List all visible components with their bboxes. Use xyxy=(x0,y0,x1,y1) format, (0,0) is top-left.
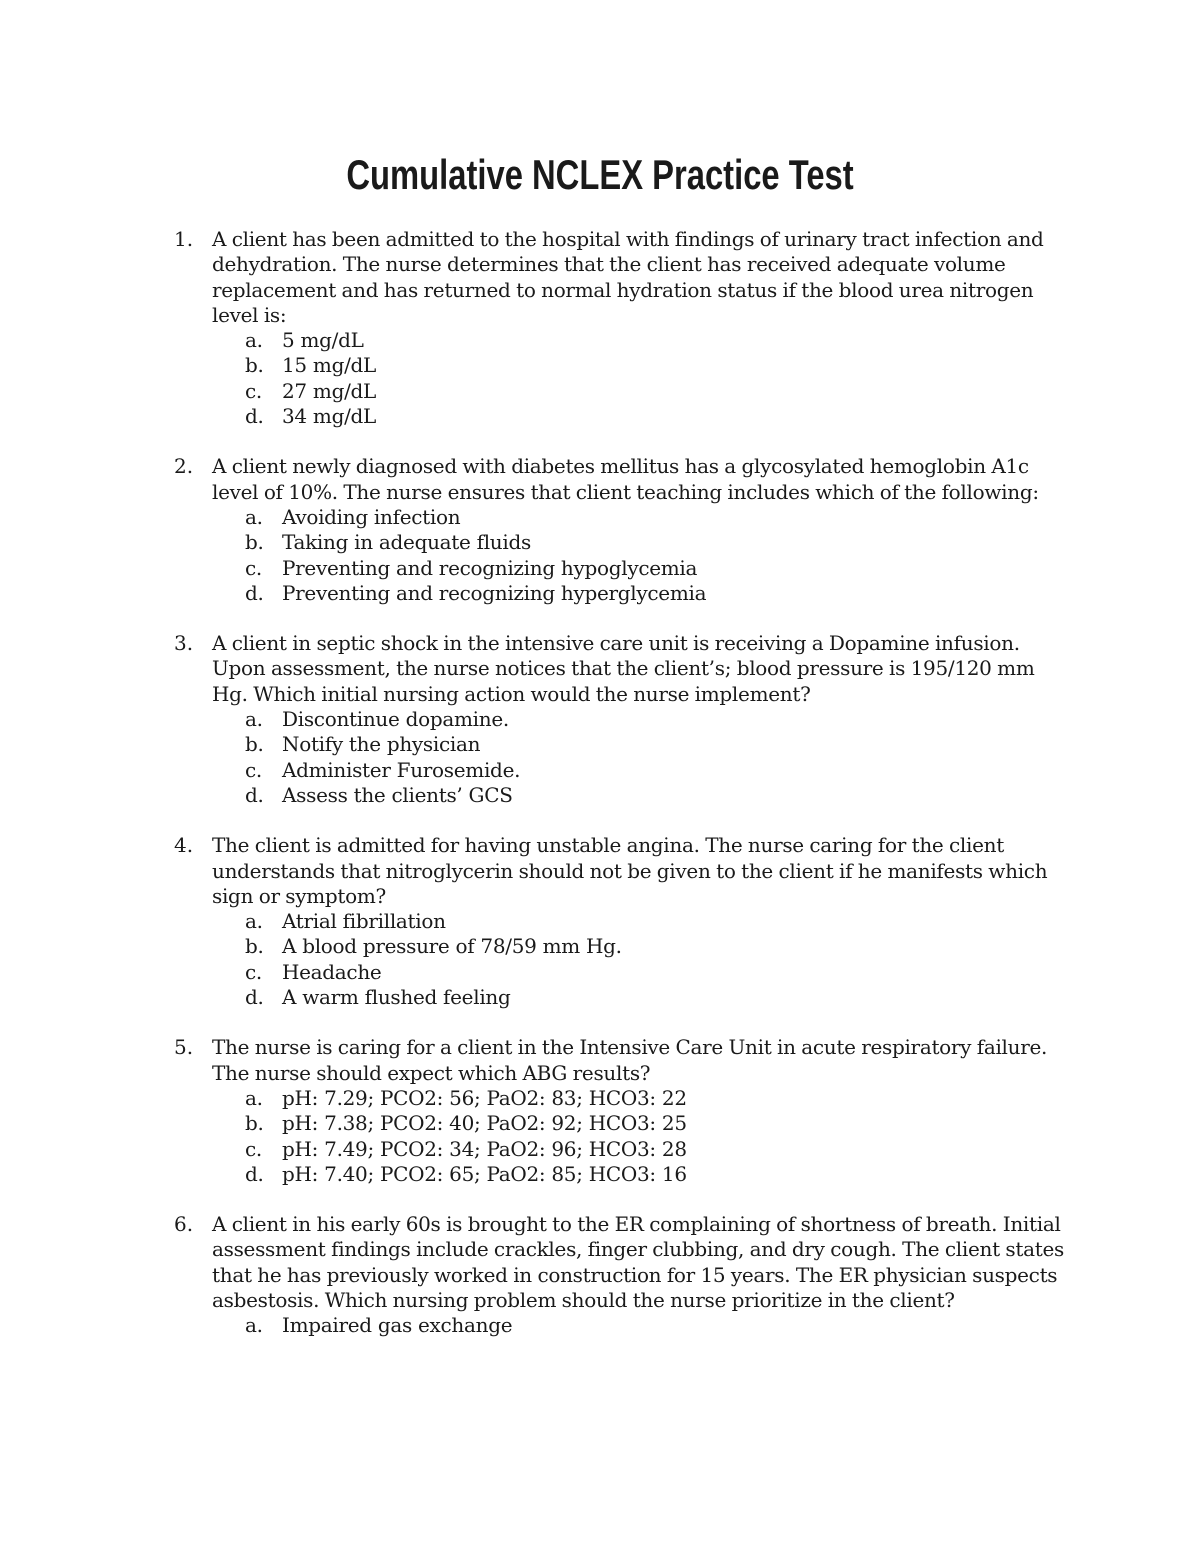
question-number: 6. xyxy=(174,1212,194,1237)
question-list xyxy=(0,227,1200,1364)
question-text: A client in septic shock in the intensive care unit is receiving a Dopamine infusion. Upon assessment, the nurse notices that the client’s; blood pressure is 195/120 mm Hg. Which initial nursing action would the nurse implement? xyxy=(212,631,1035,706)
answer-option xyxy=(212,1086,1072,1111)
option-letter: b. xyxy=(245,530,264,555)
option-text: Assess the clients’ GCS xyxy=(282,782,513,807)
answer-option xyxy=(212,404,1072,429)
question xyxy=(0,454,1200,606)
answer-option xyxy=(212,960,1072,985)
question-number: 5. xyxy=(174,1035,194,1060)
answer-options xyxy=(212,1086,1072,1187)
answer-option xyxy=(212,353,1072,378)
question-body xyxy=(212,1035,1072,1187)
answer-option xyxy=(212,530,1072,555)
option-text: pH: 7.49; PCO2: 34; PaO2: 96; HCO3: 28 xyxy=(282,1136,687,1161)
option-text: Impaired gas exchange xyxy=(282,1313,513,1338)
question xyxy=(0,1212,1200,1338)
question-text: A client has been admitted to the hospital with findings of urinary tract infection and dehydration. The nurse determines that the client has received adequate volume replacement and has returned to normal hydration status if the blood urea nitrogen level is: xyxy=(212,227,1044,327)
option-text: Atrial fibrillation xyxy=(282,909,446,934)
question xyxy=(0,227,1200,429)
option-text: Discontinue dopamine. xyxy=(282,707,509,732)
option-text: Preventing and recognizing hypoglycemia xyxy=(282,555,698,580)
option-text: Avoiding infection xyxy=(282,504,461,529)
question xyxy=(0,833,1200,1010)
option-letter: c. xyxy=(245,959,262,984)
option-text: A blood pressure of 78/59 mm Hg. xyxy=(282,934,622,959)
answer-option xyxy=(212,1137,1072,1162)
option-text: pH: 7.40; PCO2: 65; PaO2: 85; HCO3: 16 xyxy=(282,1161,687,1186)
answer-option xyxy=(212,505,1072,530)
option-letter: a. xyxy=(245,707,263,732)
question-text: The client is admitted for having unstable angina. The nurse caring for the client understands that nitroglycerin should not be given to the client if he manifests which sign or symptom? xyxy=(212,833,1048,908)
option-letter: a. xyxy=(245,328,263,353)
answer-option xyxy=(212,934,1072,959)
question-number: 3. xyxy=(174,631,194,656)
option-text: pH: 7.29; PCO2: 56; PaO2: 83; HCO3: 22 xyxy=(282,1085,687,1110)
answer-option xyxy=(212,758,1072,783)
question-number: 1. xyxy=(174,227,194,251)
question-body xyxy=(212,454,1072,606)
question-text: The nurse is caring for a client in the Intensive Care Unit in acute respiratory failure. The nurse should expect which ABG results? xyxy=(212,1035,1048,1085)
answer-option xyxy=(212,581,1072,606)
answer-option xyxy=(212,1313,1072,1338)
answer-options xyxy=(212,909,1072,1010)
question-body xyxy=(212,227,1072,429)
question-number: 4. xyxy=(174,833,194,858)
option-text: pH: 7.38; PCO2: 40; PaO2: 92; HCO3: 25 xyxy=(282,1111,687,1136)
option-letter: d. xyxy=(245,985,264,1010)
question-number: 2. xyxy=(174,454,194,479)
answer-option xyxy=(212,1162,1072,1187)
question xyxy=(0,631,1200,808)
question-body xyxy=(212,833,1072,1010)
option-text: 15 mg/dL xyxy=(282,353,376,378)
answer-option xyxy=(212,909,1072,934)
answer-options xyxy=(212,505,1072,606)
answer-option xyxy=(212,732,1072,757)
answer-options xyxy=(212,707,1072,808)
question-text: A client newly diagnosed with diabetes mellitus has a glycosylated hemoglobin A1c level of 10%. The nurse ensures that client teaching includes which of the following: xyxy=(212,454,1039,504)
answer-option xyxy=(212,328,1072,353)
option-letter: a. xyxy=(245,909,263,934)
answer-option xyxy=(212,783,1072,808)
option-letter: c. xyxy=(245,555,262,580)
answer-option xyxy=(212,1111,1072,1136)
answer-options xyxy=(212,1313,1072,1338)
option-letter: d. xyxy=(245,1161,264,1186)
answer-option xyxy=(212,556,1072,581)
question xyxy=(0,1035,1200,1187)
question-body xyxy=(212,631,1072,808)
option-letter: d. xyxy=(245,580,264,605)
option-letter: b. xyxy=(245,934,264,959)
option-letter: c. xyxy=(245,378,262,403)
answer-option xyxy=(212,379,1072,404)
option-text: 27 mg/dL xyxy=(282,378,376,403)
option-letter: b. xyxy=(245,1111,264,1136)
option-letter: b. xyxy=(245,732,264,757)
question-body xyxy=(212,1212,1072,1338)
page-title: Cumulative NCLEX Practice Test xyxy=(346,151,854,198)
option-letter: a. xyxy=(245,504,263,529)
option-text: 5 mg/dL xyxy=(282,328,364,353)
option-letter: d. xyxy=(245,782,264,807)
option-text: Preventing and recognizing hyperglycemia xyxy=(282,580,707,605)
option-letter: c. xyxy=(245,757,262,782)
option-letter: a. xyxy=(245,1313,263,1338)
option-text: Taking in adequate fluids xyxy=(282,530,531,555)
option-letter: b. xyxy=(245,353,264,378)
option-text: 34 mg/dL xyxy=(282,404,376,429)
option-text: Notify the physician xyxy=(282,732,481,757)
answer-options xyxy=(212,328,1072,429)
option-text: A warm flushed feeling xyxy=(282,985,511,1010)
answer-option xyxy=(212,707,1072,732)
option-letter: a. xyxy=(245,1085,263,1110)
option-text: Headache xyxy=(282,959,382,984)
answer-option xyxy=(212,985,1072,1010)
question-text: A client in his early 60s is brought to the ER complaining of shortness of breath. Initial assessment findings include crackles, finger clubbing, and dry cough. The client states that he has previously worked in construction for 15 years. The ER physician suspects asbestosis. Which nursing problem should the nurse prioritize in the client? xyxy=(212,1212,1064,1312)
option-text: Administer Furosemide. xyxy=(282,757,521,782)
option-letter: d. xyxy=(245,404,264,429)
option-letter: c. xyxy=(245,1136,262,1161)
